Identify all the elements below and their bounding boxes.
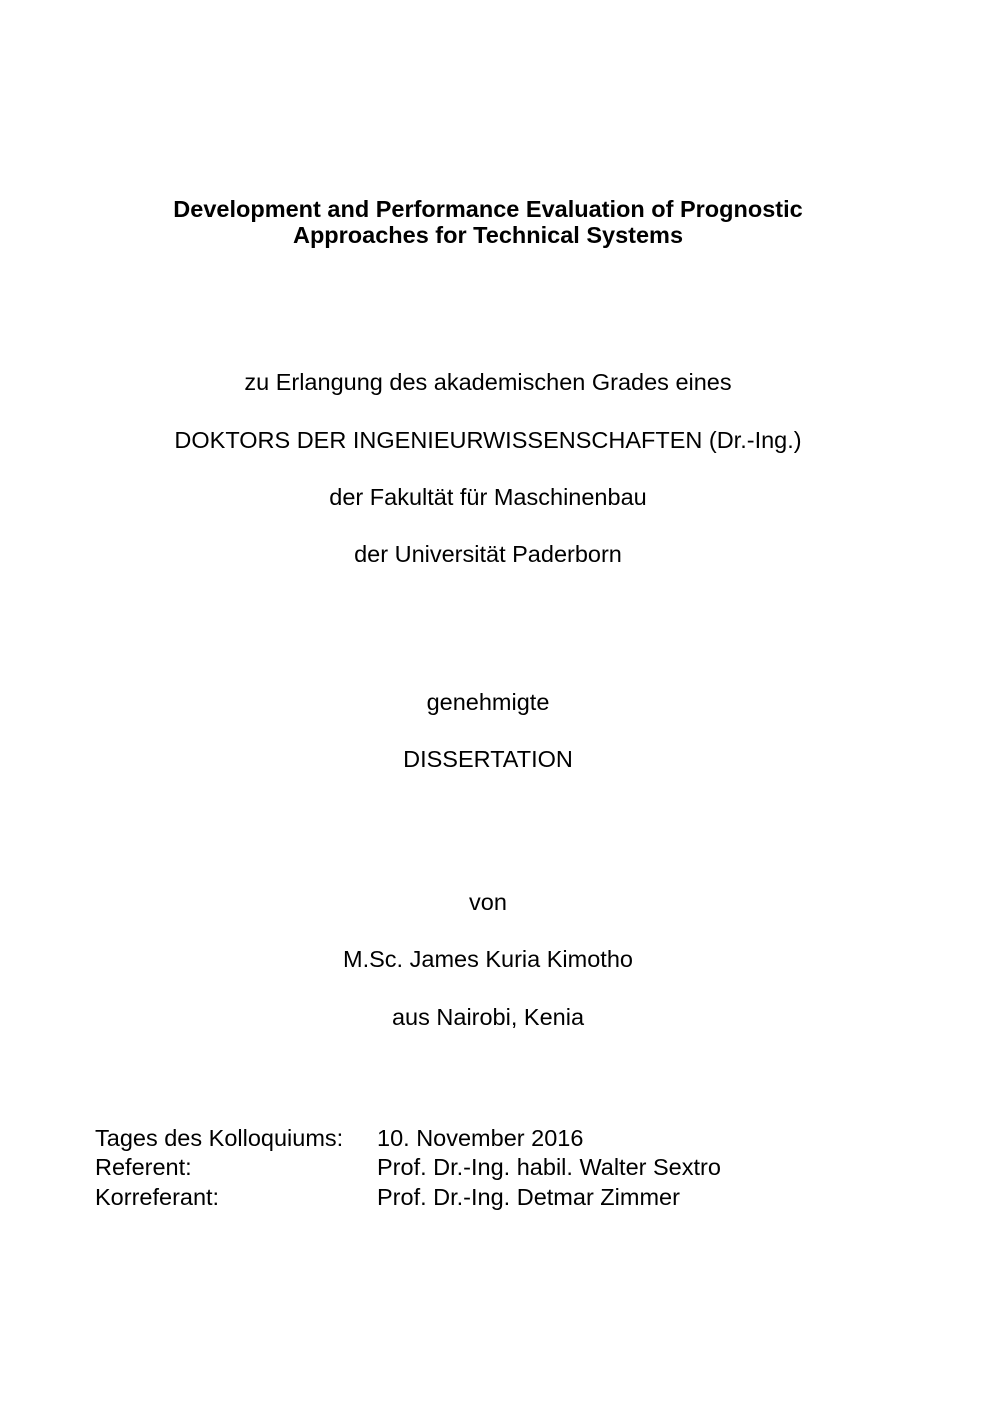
author-name: M.Sc. James Kuria Kimotho (343, 946, 633, 972)
co-referee-label: Korreferant: (95, 1184, 220, 1210)
colloquium-date-label: Tages des Kolloquiums: (95, 1125, 344, 1151)
degree-purpose: zu Erlangung des akademischen Grades eines (244, 369, 732, 395)
referee-value: Prof. Dr.-Ing. habil. Walter Sextro (377, 1154, 721, 1180)
thesis-title-line-1: Development and Performance Evaluation of Prognostic (173, 196, 803, 222)
approval-word: genehmigte (426, 689, 550, 715)
colloquium-date-value: 10. November 2016 (377, 1125, 584, 1151)
thesis-title-line-2: Approaches for Technical Systems (292, 222, 684, 248)
document-type: DISSERTATION (403, 746, 573, 772)
referee-label: Referent: (95, 1154, 192, 1180)
university: der Universität Paderborn (354, 541, 622, 567)
faculty: der Fakultät für Maschinenbau (329, 484, 647, 510)
author-origin: aus Nairobi, Kenia (391, 1004, 585, 1030)
co-referee-value: Prof. Dr.-Ing. Detmar Zimmer (377, 1184, 680, 1210)
degree-name: DOKTORS DER INGENIEURWISSENSCHAFTEN (Dr.-Ing.) (174, 427, 802, 453)
author-by: von (469, 889, 507, 915)
